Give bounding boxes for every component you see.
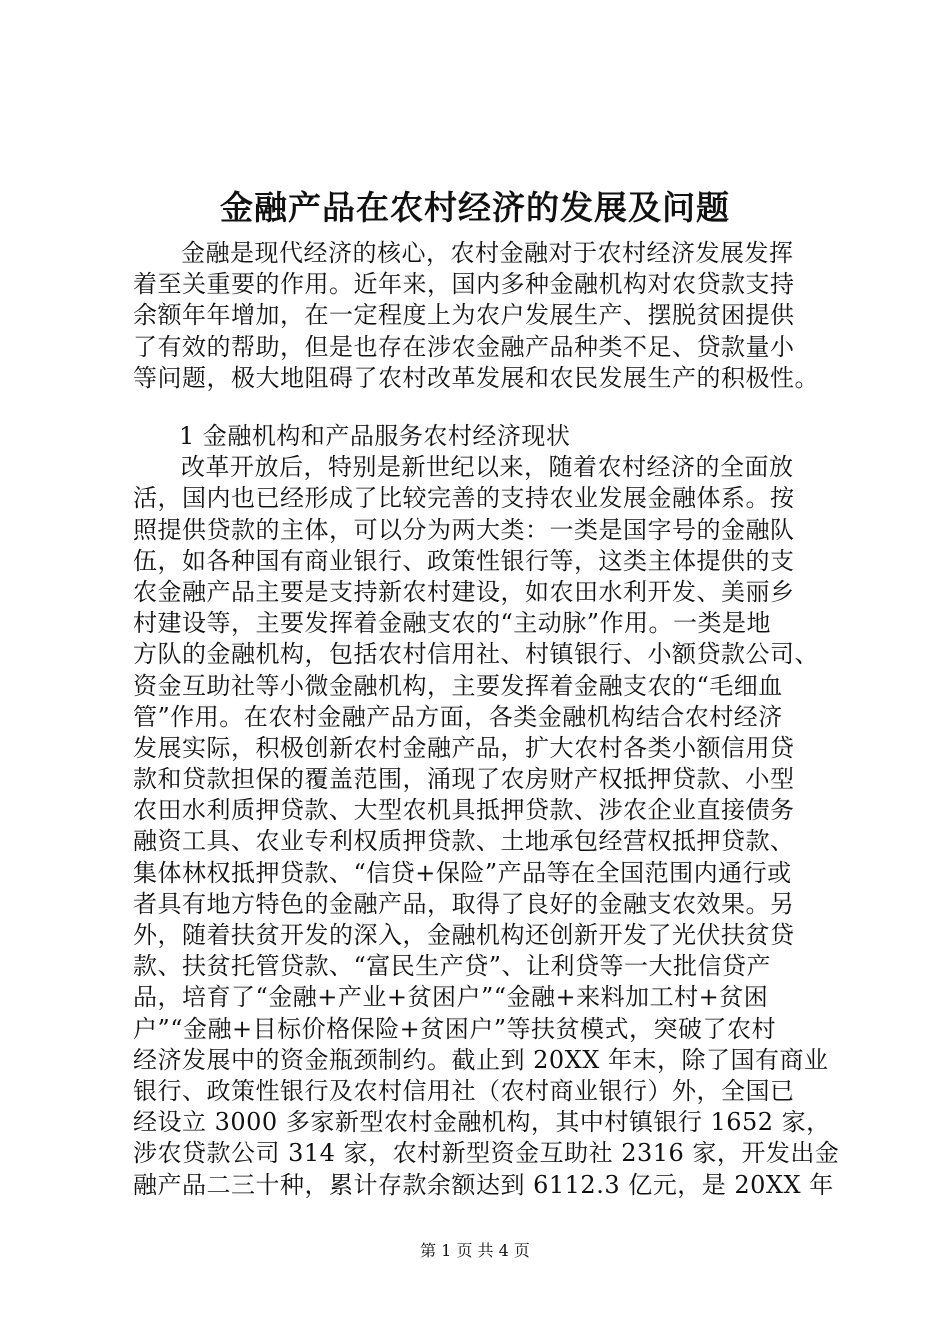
paragraph-line: 发展实际，积极创新农村金融产品，扩大农村各类小额信用贷	[133, 733, 795, 762]
paragraph-line: 照提供贷款的主体，可以分为两大类：一类是国字号的金融队	[133, 515, 795, 544]
paragraph-line: 着至关重要的作用。近年来，国内多种金融机构对农贷款支持	[133, 270, 795, 299]
paragraph-line: 户”“金融+目标价格保险+贫困户”等扶贫模式，突破了农村	[133, 1014, 777, 1043]
paragraph-line: 农田水利质押贷款、大型农机具抵押贷款、涉农企业直接债务	[133, 796, 795, 825]
paragraph-line: 资金互助社等小微金融机构，主要发挥着金融支农的“毛细血	[133, 671, 783, 700]
paragraph-line: 活，国内也已经形成了比较完善的支持农业发展金融体系。按	[133, 484, 795, 513]
paragraph-line: 款、扶贫托管贷款、“富民生产贷”、让利贷等一大批信贷产	[133, 952, 772, 981]
paragraph-line: 农金融产品主要是支持新农村建设，如农田水利开发、美丽乡	[133, 577, 795, 606]
paragraph-line: 品，培育了“金融+产业+贫困户”“金融+来料加工村+贫困	[133, 983, 769, 1012]
paragraph-line: 村建设等，主要发挥着金融支农的“主动脉”作用。一类是地	[133, 609, 772, 638]
paragraph-line: 金融是现代经济的核心，农村金融对于农村经济发展发挥	[181, 239, 794, 267]
section-body	[133, 421, 840, 1201]
paragraph-line: 等问题，极大地阻碍了农村改革发展和农民发展生产的积极性。	[133, 363, 819, 392]
paragraph-line: 了有效的帮助，但是也存在涉农金融产品种类不足、贷款量小	[133, 332, 795, 361]
paragraph-line: 余额年年增加，在一定程度上为农户发展生产、摆脱贫困提供	[133, 301, 795, 330]
paragraph-line: 者具有地方特色的金融产品，取得了良好的金融支农效果。另	[133, 889, 795, 918]
paragraph-line: 管”作用。在农村金融产品方面，各类金融机构结合农村经济	[133, 702, 783, 731]
paragraph-line: 集体林权抵押贷款、“信贷+保险”产品等在全国范围内通行或	[133, 858, 792, 887]
paragraph-line: 伍，如各种国有商业银行、政策性银行等，这类主体提供的支	[133, 546, 795, 575]
paragraph-line: 银行、政策性银行及农村信用社（农村商业银行）外，全国已	[133, 1076, 795, 1105]
paragraph-line: 融资工具、农业专利权质押贷款、土地承包经营权抵押贷款、	[133, 827, 795, 856]
paragraph-line: 经设立 3000 多家新型农村金融机构，其中村镇银行 1652 家，	[133, 1108, 831, 1137]
page-footer: 第 1 页 共 4 页	[420, 1241, 530, 1260]
paragraph-line: 经济发展中的资金瓶颈制约。截止到 20XX 年末，除了国有商业	[133, 1045, 829, 1074]
paragraph-line: 外，随着扶贫开发的深入，金融机构还创新开发了光伏扶贫贷	[133, 921, 795, 949]
document-title: 金融产品在农村经济的发展及问题	[220, 188, 730, 227]
section-heading: 1 金融机构和产品服务农村经济现状	[179, 422, 571, 450]
paragraph-line: 款和贷款担保的覆盖范围，涌现了农房财产权抵押贷款、小型	[133, 765, 795, 794]
paragraph-line: 改革开放后，特别是新世纪以来，随着农村经济的全面放	[181, 453, 794, 482]
paragraph-line: 涉农贷款公司 314 家，农村新型资金互助社 2316 家，开发出金	[133, 1139, 840, 1168]
paragraph-line: 方队的金融机构，包括农村信用社、村镇银行、小额贷款公司、	[133, 640, 819, 669]
paragraph-line: 融产品二三十种，累计存款余额达到 6112.3 亿元，是 20XX 年	[133, 1170, 834, 1199]
intro-paragraph	[133, 238, 833, 394]
